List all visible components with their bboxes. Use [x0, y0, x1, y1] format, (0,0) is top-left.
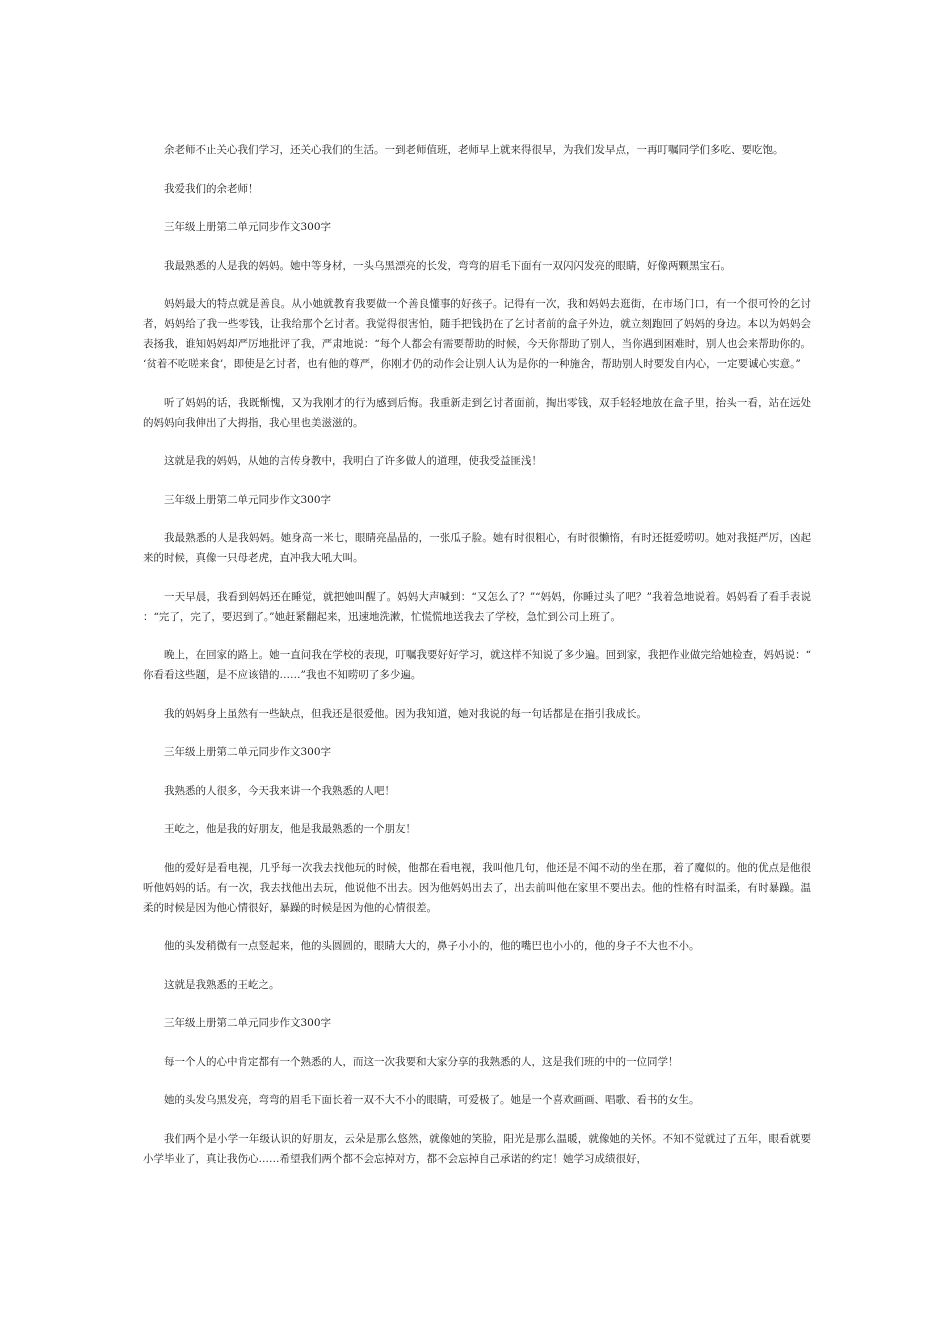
paragraph: 我爱我们的余老师！ — [164, 182, 259, 195]
paragraph: 我熟悉的人很多，今天我来讲一个我熟悉的人吧！ — [164, 784, 395, 797]
paragraph: 听了妈妈的话，我既惭愧，又为我刚才的行为感到后悔。我重新走到乞讨者面前，掏出零钱，双手轻轻地放在盒子里，抬头一看，站在远处的妈妈向我伸出了大拇指，我心里也美滋滋的。 — [143, 396, 811, 429]
paragraph: 一天早晨，我看到妈妈还在睡觉，就把她叫醒了。妈妈大声喊到：“又怎么了？”“妈妈，你睡过头了吧？”我着急地说着。妈妈看了看手表说：“完了，完了，要迟到了。”她赶紧翻起来，迅速地洗漱，忙慌慌地送我去了学校，急忙到公司上班了。 — [143, 590, 811, 623]
essay-heading: 三年级上册第二单元同步作文300字 — [164, 1017, 332, 1029]
paragraph: 我最熟悉的人是我的妈妈。她中等身材，一头乌黑漂亮的长发，弯弯的眉毛下面有一双闪闪发亮的眼睛，好像两颗黑宝石。 — [164, 259, 731, 272]
paragraph: 妈妈最大的特点就是善良。从小她就教育我要做一个善良懂事的好孩子。记得有一次，我和妈妈去逛街，在市场门口，有一个很可怜的乞讨者，妈妈给了我一些零钱，让我给那个乞讨者。我觉得很害怕，随手把钱扔在了乞讨者前的盒子外边，就立刻跑回了妈妈的身边。本以为妈妈会表扬我，谁知妈妈却严厉地批评了我，严肃地说：“每个人都会有需要帮助的时候，今天你帮助了别人，当你遇到困难时，别人也会来帮助你的。‘贫着不吃嗟来食’，即使是乞讨者，也有他的尊严，你刚才仍的动作会让别人认为是你的一种施舍，帮助别人时要发自内心，一定要诚心实意。” — [143, 298, 811, 370]
essay-heading: 三年级上册第二单元同步作文300字 — [164, 746, 332, 758]
paragraph: 晚上，在回家的路上。她一直问我在学校的表现，叮嘱我要好好学习，就这样不知说了多少遍。回到家，我把作业做完给她检查，妈妈说：“你看看这些题，是不应该错的……”我也不知唠叨了多少遍。 — [143, 649, 811, 681]
paragraph: 这就是我的妈妈，从她的言传身教中，我明白了许多做人的道理，使我受益匪浅！ — [164, 455, 542, 467]
paragraph: 他的爱好是看电视，几乎每一次我去找他玩的时候，他都在看电视，我叫他几句，他还是不闻不动的坐在那，着了魔似的。他的优点是他很听他妈妈的话。有一次，我去找他出去玩，他说他不出去。因为他妈妈出去了，出去前叫他在家里不要出去。他的性格有时温柔，有时暴躁。温柔的时候是因为他心情很好，暴躁的时候是因为他的心情很差。 — [143, 861, 811, 914]
paragraph: 我的妈妈身上虽然有一些缺点，但我还是很爱他。因为我知道，她对我说的每一句话都是在指引我成长。 — [164, 707, 647, 720]
paragraph: 每一个人的心中肯定都有一个熟悉的人，而这一次我要和大家分享的我熟悉的人，这是我们班的中的一位同学！ — [164, 1055, 679, 1068]
essay-heading: 三年级上册第二单元同步作文300字 — [164, 221, 332, 233]
paragraph: 余老师不止关心我们学习，还关心我们的生活。一到老师值班，老师早上就来得很早，为我们发早点，一再叮嘱同学们多吃、要吃饱。 — [164, 144, 784, 156]
essay-heading: 三年级上册第二单元同步作文300字 — [164, 493, 332, 506]
paragraph: 王屹之，他是我的好朋友，他是我最熟悉的一个朋友！ — [164, 823, 416, 835]
paragraph: 我最熟悉的人是我妈妈。她身高一米七，眼睛亮晶晶的，一张瓜子脸。她有时很粗心，有时很懒惰，有时还挺爱唠叨。她对我挺严厉，凶起来的时候，真像一只母老虎，直冲我大吼大叫。 — [143, 532, 811, 564]
document-body — [143, 140, 811, 1187]
paragraph: 我们两个是小学一年级认识的好朋友，云朵是那么悠然，就像她的笑脸，阳光是那么温暖，就像她的关怀。不知不觉就过了五年，眼看就要小学毕业了，真让我伤心……希望我们两个都不会忘掉对方，都不会忘掉自己承诺的约定！她学习成绩很好， — [143, 1132, 811, 1165]
paragraph: 她的头发乌黑发亮，弯弯的眉毛下面长着一双不大不小的眼睛，可爱极了。她是一个喜欢画画、唱歌、看书的女生。 — [164, 1094, 700, 1106]
paragraph: 他的头发稍微有一点竖起来，他的头圆圆的，眼睛大大的，鼻子小小的，他的嘴巴也小小的，他的身子不大也不小。 — [164, 940, 700, 952]
paragraph: 这就是我熟悉的王屹之。 — [164, 978, 280, 991]
